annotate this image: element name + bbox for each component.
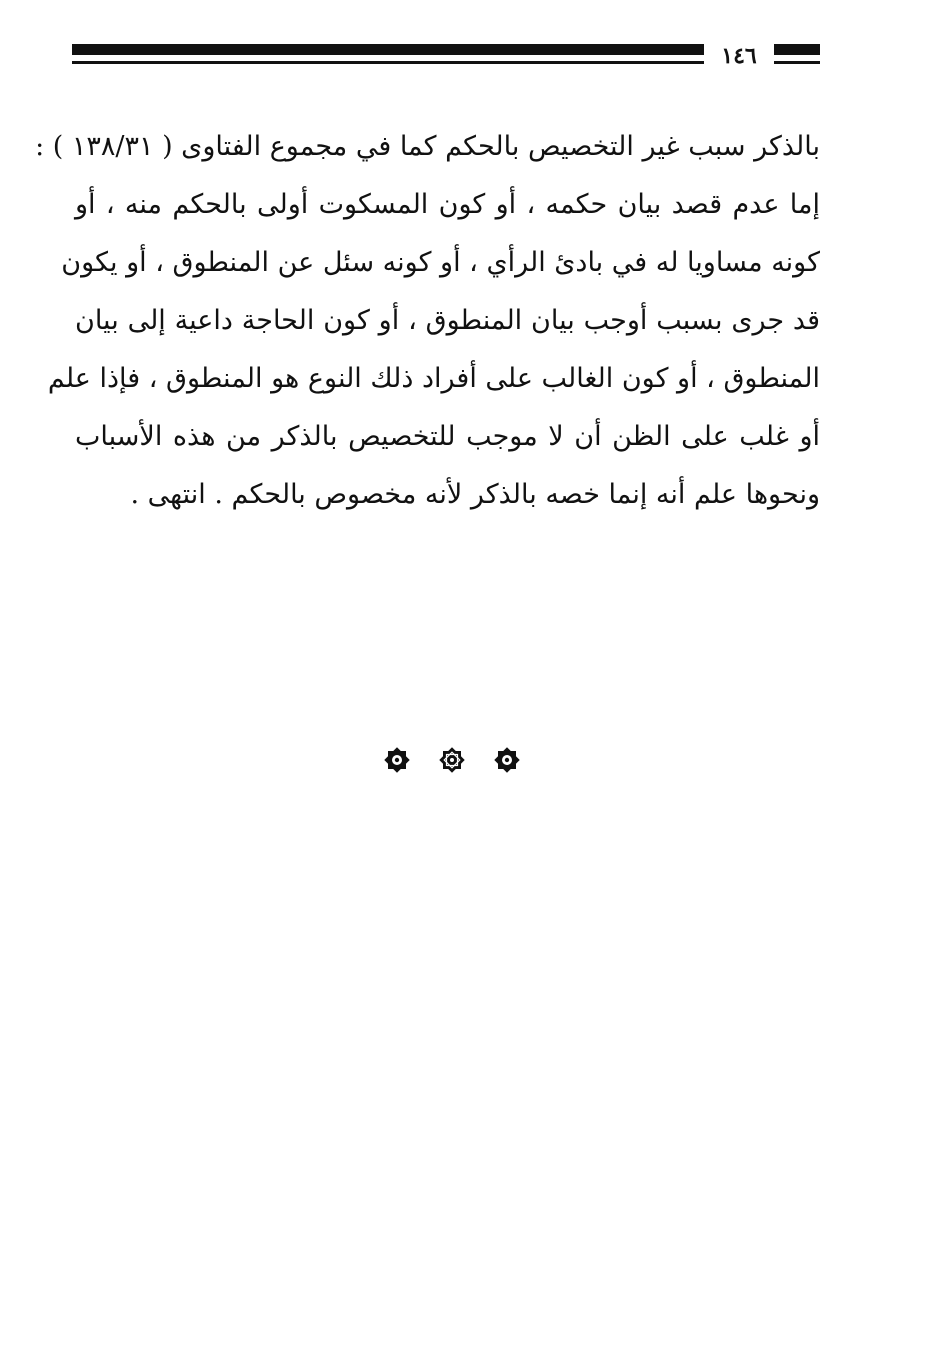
page-header bbox=[72, 38, 820, 74]
header-rule-thin bbox=[72, 61, 704, 64]
header-rule-thick bbox=[72, 44, 704, 55]
header-rule-right-thin bbox=[774, 61, 820, 64]
page-number: ١٤٦ bbox=[721, 43, 757, 69]
star-ornament-icon bbox=[492, 745, 522, 775]
section-end-ornaments bbox=[382, 742, 522, 778]
text-line: ونحوها علم أنه إنما خصه بالذكر لأنه مخصوص بالحكم . انتهى . bbox=[130, 479, 820, 510]
body-paragraph bbox=[35, 118, 820, 524]
header-rule-right-thick bbox=[774, 44, 820, 55]
text-line: قد جرى بسبب أوجب بيان المنطوق ، أو كون الحاجة داعية إلى بيان bbox=[75, 305, 820, 336]
star-ornament-icon bbox=[382, 745, 412, 775]
text-line: كونه مساويا له في بادئ الرأي ، أو كونه سئل عن المنطوق ، أو يكون bbox=[61, 247, 820, 278]
text-line: أو غلب على الظن أن لا موجب للتخصيص بالذكر من هذه الأسباب bbox=[75, 421, 820, 452]
rosette-ornament-icon bbox=[437, 745, 467, 775]
text-line: إما عدم قصد بيان حكمه ، أو كون المسكوت أولى بالحكم منه ، أو bbox=[75, 189, 820, 220]
text-line: المنطوق ، أو كون الغالب على أفراد ذلك النوع هو المنطوق ، فإذا علم bbox=[47, 363, 820, 394]
text-line: بالذكر سبب غير التخصيص بالحكم كما في مجموع الفتاوى ( ١٣٨/٣١ ) : bbox=[35, 131, 820, 162]
